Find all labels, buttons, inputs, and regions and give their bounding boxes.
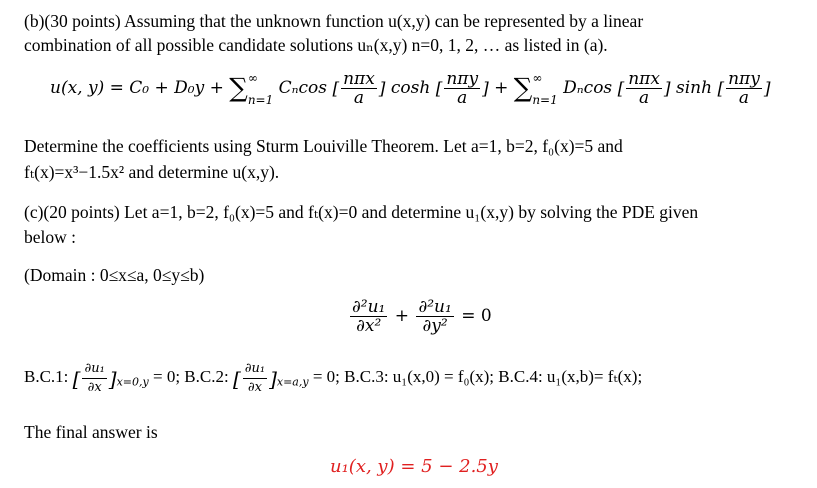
bc2-den: ∂x xyxy=(247,380,262,395)
term-cn-cos: Cₙcos xyxy=(278,78,328,98)
final-answer: u₁(x, y) = 5 − 2.5y xyxy=(330,456,498,477)
bc1-sub: x=0,y xyxy=(116,375,149,389)
eq-plus: + xyxy=(494,78,509,98)
summation-1: ∑ xyxy=(229,73,248,104)
bc1-label: B.C.1: xyxy=(24,367,69,386)
arg1-den: a xyxy=(353,88,364,108)
arg3-den: a xyxy=(638,88,650,108)
sum1-lower: n=1 xyxy=(247,92,274,107)
arg2-num: nπy xyxy=(446,69,479,89)
pde-num-2: ∂²u₁ xyxy=(418,297,452,317)
arg4-den: a xyxy=(738,88,750,108)
sum2-upper: ∞ xyxy=(532,70,543,85)
eq-lhs: u(x, y) = C₀ + D₀y + xyxy=(50,78,224,98)
part-b-line-2: combination of all possible candidate solutions uₙ(x,y) n=0, 1, 2, … as listed in (a). xyxy=(24,35,608,55)
arg3-num: nπx xyxy=(628,69,660,89)
pde-num-1: ∂²u₁ xyxy=(352,297,386,317)
summation-2: ∑ xyxy=(513,73,533,104)
part-b-line-1: (b)(30 points) Assuming that the unknown function u(x,y) can be represented by a linear xyxy=(24,11,644,31)
part-b-line-4: fₜ(x)=x³−1.5x² and determine u(x,y). xyxy=(24,162,280,182)
sum1-upper: ∞ xyxy=(247,70,258,85)
arg2-den: a xyxy=(457,88,468,108)
part-c-line-2: below : xyxy=(24,227,77,247)
bc2-rhs: = 0; B.C.3: u₁(x,0) = f₀(x); B.C.4: u₁(x,b)= fₜ(x); xyxy=(312,367,643,386)
bc1-rhs: = 0; B.C.2: xyxy=(152,367,229,386)
bc2-sub: x=a,y xyxy=(276,375,309,389)
pde-equation xyxy=(348,298,492,335)
term-sinh: sinh xyxy=(675,78,713,98)
pde-den-2: ∂y² xyxy=(422,316,448,336)
sum2-lower: n=1 xyxy=(532,92,558,107)
term-cosh: cosh xyxy=(390,78,431,98)
bc1-den: ∂x xyxy=(87,380,102,395)
term-dn-cos: Dₙcos xyxy=(563,78,613,98)
domain-text: (Domain : 0≤x≤a, 0≤y≤b) xyxy=(24,265,205,285)
final-answer-label: The final answer is xyxy=(24,422,158,442)
pde-plus: + xyxy=(394,306,410,326)
series-equation: u(x, y) = C₀ + D₀y + ∑ ∞ n=1 Cₙcos [ $\frac{\text{nπx}}{a}$ ] cosh [ $\frac{\text{nπy}}{a}$ ] + ∑ ∞ n=1 Dₙcos [ $\frac{\text{nπx}}{a}$ ] sinh [ $\frac{\text{nπy}}{a}$ ] xyxy=(50,69,771,108)
arg4-num: nπy xyxy=(728,69,760,89)
bc2-num: ∂u₁ xyxy=(243,360,267,379)
pde-rhs: = 0 xyxy=(461,306,492,326)
part-b-line-3: Determine the coefficients using Sturm Louiville Theorem. Let a=1, b=2, f₀(x)=5 and xyxy=(24,136,623,156)
pde-den-1: ∂x² xyxy=(356,316,382,336)
bc1-num: ∂u₁ xyxy=(82,360,106,379)
part-c-line-1: (c)(20 points) Let a=1, b=2, f₀(x)=5 and fₜ(x)=0 and determine u₁(x,y) by solving the PDE given xyxy=(24,202,699,222)
arg1-num: nπx xyxy=(343,69,375,89)
boundary-conditions: B.C.1: [ $\frac{\text{∂u₁}}{\partial x}$ ]$_{x=0,y} = 0$; B.C.2: [ $\frac{\text{∂u₁}}{\partial x}$ ]$_{x=a,y} = 0$; B.C.3: u₁(x,0) = f₀(x); B.C.4: u₁(x,b)= fₜ(x); xyxy=(24,361,643,395)
